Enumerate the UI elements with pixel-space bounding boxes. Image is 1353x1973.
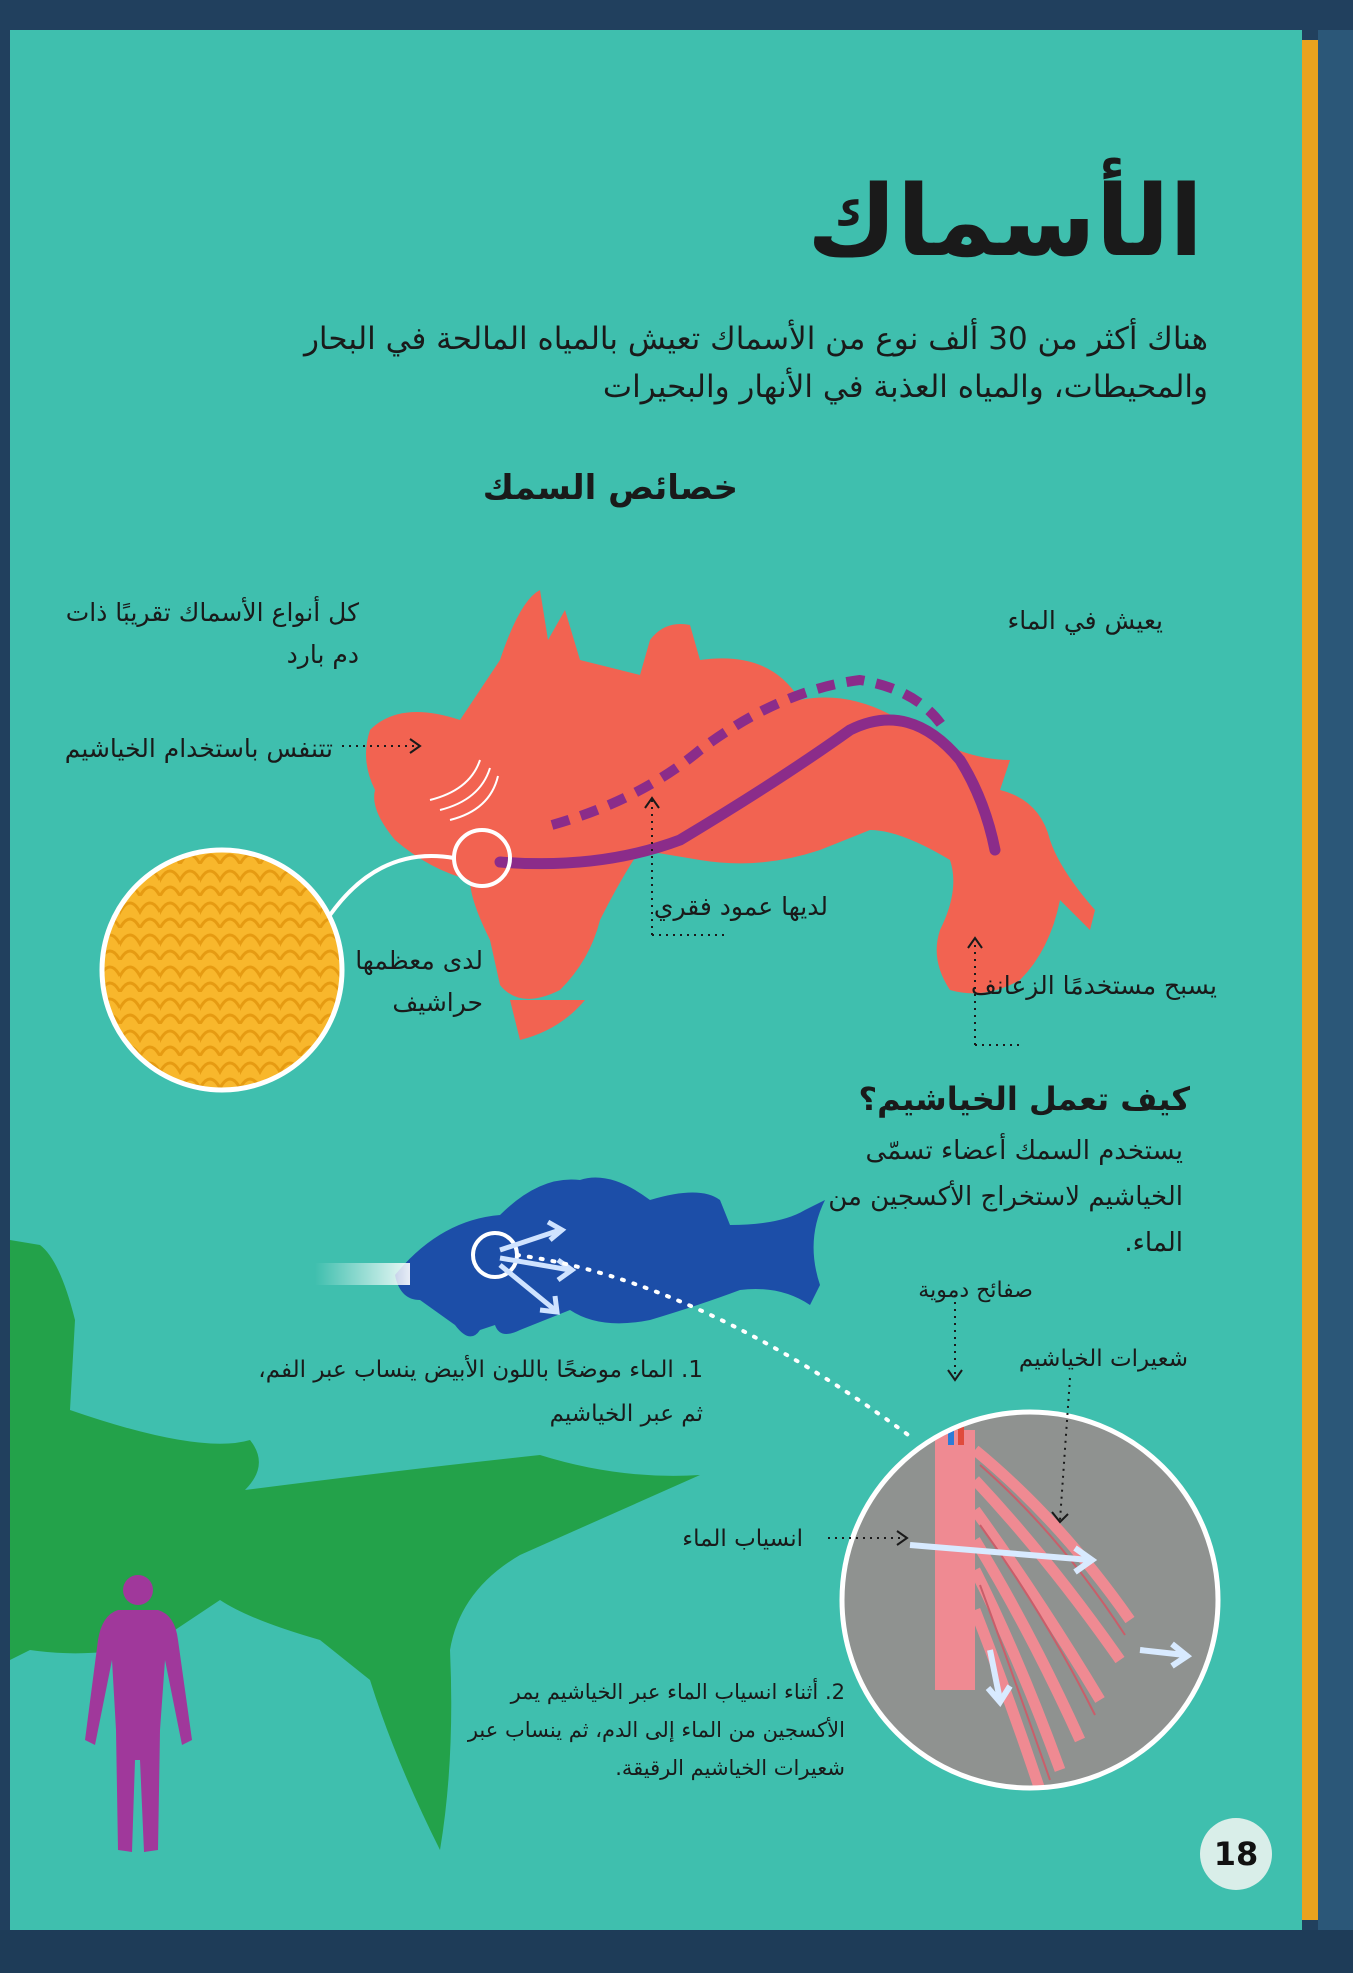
gill-closeup xyxy=(842,1390,1218,1790)
scales-closeup xyxy=(102,850,342,1090)
label-gill-filaments: شعيرات الخياشيم xyxy=(1018,1346,1188,1372)
label-breathes-gills: تتنفس باستخدام الخياشيم xyxy=(64,734,333,763)
label-scales: لدى معظمها حراشيف xyxy=(355,946,483,1017)
cod-silhouette xyxy=(395,1178,825,1337)
gills-description: يستخدم السمك أعضاء تسمّى الخياشيم لاستخراج الأكسجين من الماء. xyxy=(828,1136,1183,1258)
label-water-flow: انسياب الماء xyxy=(682,1526,803,1552)
gills-heading: كيف تعمل الخياشيم؟ xyxy=(858,1080,1190,1118)
mouth-jet xyxy=(315,1263,410,1285)
label-lives-in-water: يعيش في الماء xyxy=(1007,606,1163,635)
step-2-text: 2. أثناء انسياب الماء عبر الخياشيم يمر الأكسجين من الماء إلى الدم، ثم ينساب عبر شعيرات الخياشيم الرقيقة. xyxy=(467,1680,845,1780)
intro-paragraph: هناك أكثر من 30 ألف نوع من الأسماك تعيش بالمياه المالحة في البحار والمحيطات، والمياه العذبة في الأنهار والبحيرات xyxy=(303,321,1208,405)
label-blood-plates: صفائح دموية xyxy=(918,1278,1033,1303)
step-1-text: 1. الماء موضحًا باللون الأبيض ينساب عبر الفم، ثم عبر الخياشيم xyxy=(258,1357,703,1427)
label-backbone: لديها عمود فقري xyxy=(653,892,828,921)
label-fins: يسبح مستخدمًا الزعانف xyxy=(970,971,1217,1000)
label-cold-blooded: كل أنواع الأسماك تقريبًا ذات دم بارد xyxy=(65,598,359,669)
characteristics-heading: خصائص السمك xyxy=(482,468,738,508)
page-number: 18 xyxy=(1200,1818,1272,1890)
page-title: الأسماك xyxy=(807,165,1203,279)
